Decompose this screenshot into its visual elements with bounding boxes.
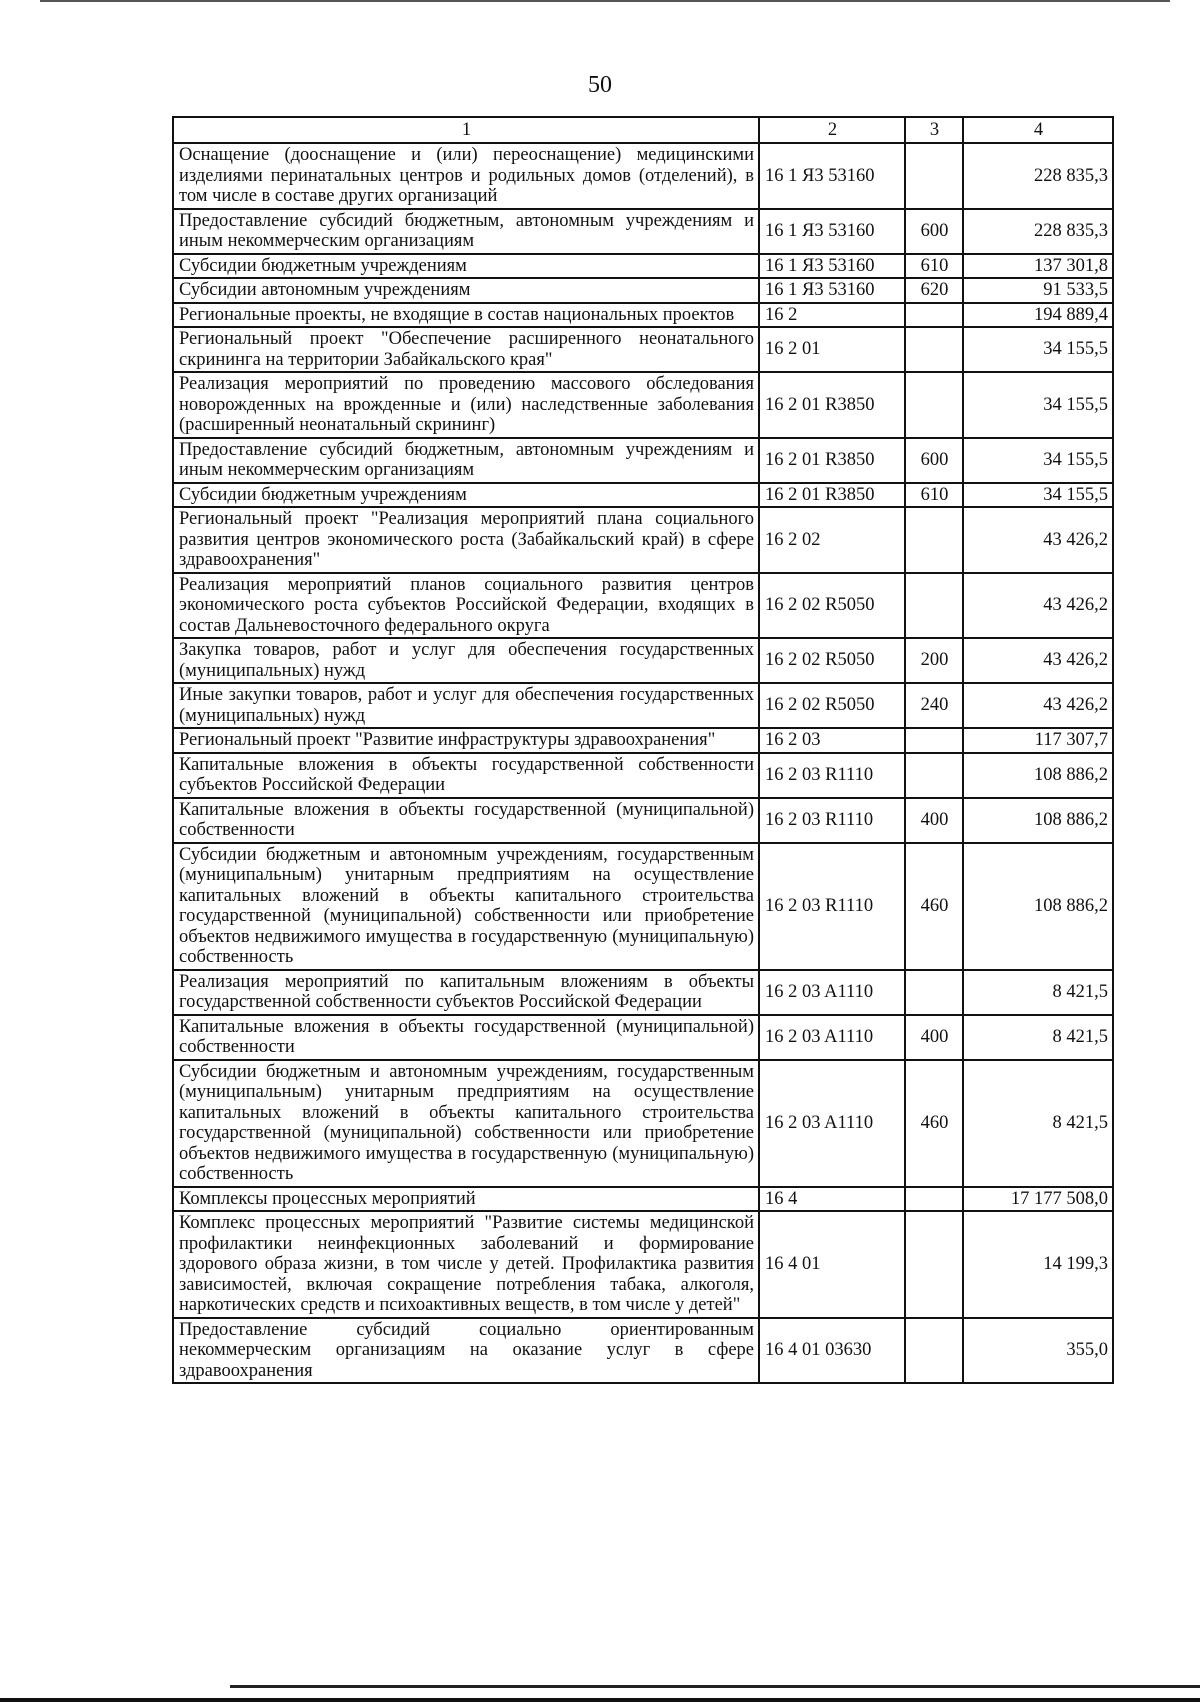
page-number: 50 [588, 72, 612, 98]
row-code: 16 1 Я3 53160 [759, 254, 905, 279]
header-col-3: 3 [905, 117, 963, 143]
row-expense-type [905, 372, 963, 438]
row-name: Субсидии бюджетным учреждениям [173, 483, 759, 508]
row-amount: 8 421,5 [963, 1060, 1113, 1187]
row-amount: 117 307,7 [963, 728, 1113, 753]
table-row [173, 1015, 1113, 1060]
row-name: Капитальные вложения в объекты государственной (муниципальной) собственности [173, 1015, 759, 1060]
row-code: 16 2 01 R3850 [759, 438, 905, 483]
table-row [173, 753, 1113, 798]
row-code: 16 4 [759, 1187, 905, 1212]
row-code: 16 2 02 R5050 [759, 638, 905, 683]
row-expense-type [905, 753, 963, 798]
row-amount: 43 426,2 [963, 683, 1113, 728]
row-amount: 355,0 [963, 1318, 1113, 1384]
row-code: 16 2 01 R3850 [759, 483, 905, 508]
row-code: 16 2 01 [759, 327, 905, 372]
row-amount: 8 421,5 [963, 970, 1113, 1015]
row-amount: 108 886,2 [963, 753, 1113, 798]
table-row [173, 438, 1113, 483]
row-amount: 228 835,3 [963, 209, 1113, 254]
row-expense-type: 200 [905, 638, 963, 683]
row-expense-type [905, 573, 963, 639]
row-name: Региональный проект "Реализация мероприятий плана социального развития центров экономического роста (Забайкальский край) в сфере здравоохранения" [173, 507, 759, 573]
row-code: 16 2 02 [759, 507, 905, 573]
row-name: Субсидии бюджетным и автономным учреждениям, государственным (муниципальным) унитарным предприятиям на осуществление капитальных вложений в объекты капитального строительства государственной (муниципальной) собственности или приобретение объектов недвижимого имущества в государственную (муниципальную) собственность [173, 1060, 759, 1187]
row-expense-type [905, 1318, 963, 1384]
row-code: 16 4 01 [759, 1211, 905, 1318]
row-amount: 34 155,5 [963, 327, 1113, 372]
table-row [173, 638, 1113, 683]
table-row [173, 254, 1113, 279]
table-row [173, 209, 1113, 254]
table-row [173, 1060, 1113, 1187]
row-code: 16 2 03 R1110 [759, 798, 905, 843]
row-expense-type: 620 [905, 278, 963, 303]
row-expense-type: 460 [905, 1060, 963, 1187]
row-expense-type [905, 970, 963, 1015]
row-code: 16 2 03 R1110 [759, 843, 905, 970]
row-code: 16 1 Я3 53160 [759, 143, 905, 209]
table-row [173, 573, 1113, 639]
table-row [173, 143, 1113, 209]
row-amount: 43 426,2 [963, 573, 1113, 639]
row-code: 16 2 03 A1110 [759, 1060, 905, 1187]
table-row [173, 843, 1113, 970]
row-amount: 108 886,2 [963, 798, 1113, 843]
row-amount: 194 889,4 [963, 303, 1113, 328]
scan-edge-top [40, 0, 1170, 2]
row-amount: 91 533,5 [963, 278, 1113, 303]
table-row [173, 970, 1113, 1015]
row-amount: 228 835,3 [963, 143, 1113, 209]
row-expense-type: 610 [905, 254, 963, 279]
row-name: Закупка товаров, работ и услуг для обеспечения государственных (муниципальных) нужд [173, 638, 759, 683]
row-amount: 14 199,3 [963, 1211, 1113, 1318]
table-row [173, 1187, 1113, 1212]
row-amount: 137 301,8 [963, 254, 1113, 279]
row-expense-type [905, 327, 963, 372]
table-row [173, 798, 1113, 843]
header-col-2: 2 [759, 117, 905, 143]
row-expense-type: 610 [905, 483, 963, 508]
row-expense-type [905, 1187, 963, 1212]
row-name: Субсидии автономным учреждениям [173, 278, 759, 303]
row-code: 16 4 01 03630 [759, 1318, 905, 1384]
row-amount: 17 177 508,0 [963, 1187, 1113, 1212]
row-code: 16 1 Я3 53160 [759, 209, 905, 254]
row-amount: 8 421,5 [963, 1015, 1113, 1060]
table-row [173, 1318, 1113, 1384]
row-name: Иные закупки товаров, работ и услуг для обеспечения государственных (муниципальных) нужд [173, 683, 759, 728]
table-row [173, 372, 1113, 438]
row-code: 16 2 03 R1110 [759, 753, 905, 798]
table-row [173, 1211, 1113, 1318]
header-col-4: 4 [963, 117, 1113, 143]
row-expense-type [905, 1211, 963, 1318]
budget-table [172, 116, 1114, 1384]
scan-edge-bottom [0, 1698, 1200, 1702]
row-name: Субсидии бюджетным учреждениям [173, 254, 759, 279]
table-row [173, 327, 1113, 372]
row-amount: 108 886,2 [963, 843, 1113, 970]
row-name: Предоставление субсидий социально ориентированным некоммерческим организациям на оказание услуг в сфере здравоохранения [173, 1318, 759, 1384]
row-expense-type [905, 728, 963, 753]
row-name: Региональные проекты, не входящие в состав национальных проектов [173, 303, 759, 328]
row-expense-type [905, 143, 963, 209]
row-code: 16 2 02 R5050 [759, 573, 905, 639]
table-header-row [173, 117, 1113, 143]
row-expense-type [905, 507, 963, 573]
row-name: Региональный проект "Обеспечение расширенного неонатального скрининга на территории Забайкальского края" [173, 327, 759, 372]
table-row [173, 507, 1113, 573]
table-row [173, 303, 1113, 328]
row-name: Реализация мероприятий по капитальным вложениям в объекты государственной собственности субъектов Российской Федерации [173, 970, 759, 1015]
row-expense-type: 400 [905, 1015, 963, 1060]
row-code: 16 1 Я3 53160 [759, 278, 905, 303]
row-name: Комплекс процессных мероприятий "Развитие системы медицинской профилактики неинфекционных заболеваний и формирование здорового образа жизни, в том числе у детей. Профилактика развития зависимостей, включая сокращение потребления табака, алкоголя, наркотических средств и психоактивных веществ, в том числе у детей" [173, 1211, 759, 1318]
row-name: Комплексы процессных мероприятий [173, 1187, 759, 1212]
row-name: Капитальные вложения в объекты государственной собственности субъектов Российской Федерации [173, 753, 759, 798]
row-name: Оснащение (дооснащение и (или) переоснащение) медицинскими изделиями перинатальных центров и родильных домов (отделений), в том числе в составе других организаций [173, 143, 759, 209]
row-code: 16 2 01 R3850 [759, 372, 905, 438]
row-name: Предоставление субсидий бюджетным, автономным учреждениям и иным некоммерческим организациям [173, 438, 759, 483]
table-row [173, 278, 1113, 303]
row-amount: 34 155,5 [963, 483, 1113, 508]
row-code: 16 2 03 [759, 728, 905, 753]
row-expense-type: 400 [905, 798, 963, 843]
row-name: Реализация мероприятий планов социального развития центров экономического роста субъектов Российской Федерации, входящих в состав Дальневосточного федерального округа [173, 573, 759, 639]
scan-edge-bottom-line [230, 1685, 1200, 1688]
row-name: Реализация мероприятий по проведению массового обследования новорожденных на врожденные и (или) наследственные заболевания (расширенный неонатальный скрининг) [173, 372, 759, 438]
row-expense-type: 600 [905, 209, 963, 254]
row-name: Предоставление субсидий бюджетным, автономным учреждениям и иным некоммерческим организациям [173, 209, 759, 254]
row-expense-type: 240 [905, 683, 963, 728]
row-name: Региональный проект "Развитие инфраструктуры здравоохранения" [173, 728, 759, 753]
row-name: Капитальные вложения в объекты государственной (муниципальной) собственности [173, 798, 759, 843]
row-code: 16 2 02 R5050 [759, 683, 905, 728]
row-code: 16 2 03 A1110 [759, 1015, 905, 1060]
row-amount: 34 155,5 [963, 372, 1113, 438]
table-row [173, 683, 1113, 728]
table-row [173, 483, 1113, 508]
row-amount: 43 426,2 [963, 507, 1113, 573]
row-code: 16 2 03 A1110 [759, 970, 905, 1015]
row-amount: 34 155,5 [963, 438, 1113, 483]
table-row [173, 728, 1113, 753]
row-expense-type: 460 [905, 843, 963, 970]
row-name: Субсидии бюджетным и автономным учреждениям, государственным (муниципальным) унитарным предприятиям на осуществление капитальных вложений в объекты капитального строительства государственной (муниципальной) собственности или приобретение объектов недвижимого имущества в государственную (муниципальную) собственность [173, 843, 759, 970]
row-amount: 43 426,2 [963, 638, 1113, 683]
row-expense-type [905, 303, 963, 328]
row-expense-type: 600 [905, 438, 963, 483]
row-code: 16 2 [759, 303, 905, 328]
header-col-1: 1 [173, 117, 759, 143]
